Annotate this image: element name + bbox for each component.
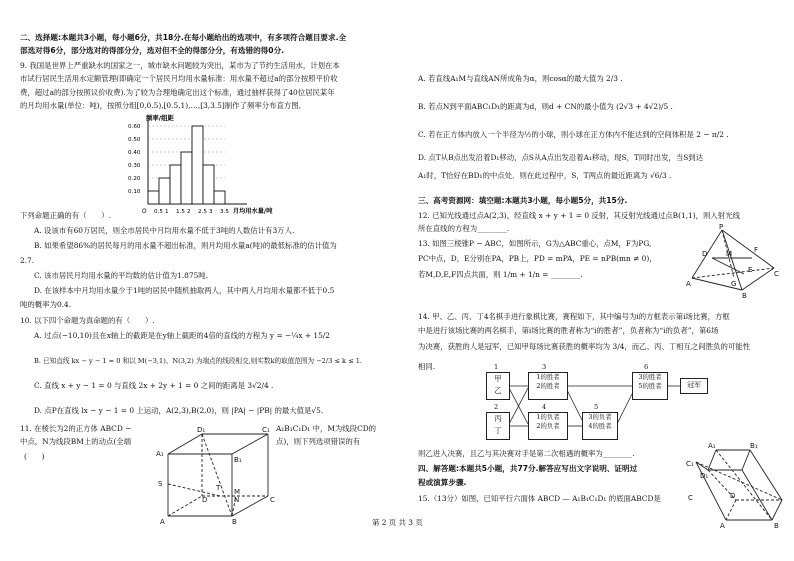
prism-label-b: B <box>774 522 779 530</box>
hist-y-label: 频率/组距 <box>146 114 174 122</box>
flow-box6-b: 5的胜者 <box>638 382 662 390</box>
q14-line3: 为决赛，获胜的人是冠军，已知甲每场比赛获胜的概率均为 3/4，而乙、丙、丁相互之间胜负的可能性 <box>418 342 751 351</box>
flow-num-2: 2 <box>494 403 499 411</box>
flow-champion-box: 冠军 <box>680 378 708 394</box>
hist-y-tick-label: 0.30 <box>128 163 141 169</box>
cube-label-a: A <box>160 518 165 526</box>
flow-num-3: 3 <box>542 363 547 371</box>
hist-bar <box>192 126 203 204</box>
q12-line1: 12. 已知光线通过点A(2,3)，经直线 x + y + 1 = 0 反射，其反射光线通过点B(1,1)，则入射光线 <box>418 211 740 220</box>
cube-label-b1: B₁ <box>234 456 242 464</box>
hist-bar <box>170 165 181 204</box>
flow-box3-a: 1的胜者 <box>536 373 560 381</box>
tournament-diagram <box>482 363 722 444</box>
q9-option-b-cont: 2.7. <box>20 256 35 265</box>
flow-box-2 <box>486 412 510 440</box>
cube-label-b: B <box>232 518 237 526</box>
flow-box-1 <box>486 372 510 400</box>
q9-line3: 费，超过a的部分按照议价收费).为了较为合理地确定出这个标准，通过抽样获得了40位居民某年 <box>20 88 335 97</box>
flow-num-6: 6 <box>644 363 649 371</box>
prism-label-c: C <box>688 494 693 502</box>
q14-line4: 相同. <box>418 362 436 371</box>
hist-x-tick-label: 1 <box>165 209 169 215</box>
flow-box6-a: 3的胜者 <box>638 373 662 381</box>
hist-x-tick-label: 1.5 <box>176 209 185 215</box>
cube-label-m: M <box>234 488 241 496</box>
q15-line1: 15.（13分）如图，已知平行六面体 ABCD — A₁B₁C₁D₁ 的底面ABCD是 <box>418 494 661 503</box>
flow-box1-a: 甲 <box>494 374 502 383</box>
tetra-label-b: B <box>742 292 747 300</box>
prism-label-a: A <box>720 522 725 530</box>
hist-y-tick-label: 0.40 <box>128 150 141 156</box>
tetra-label-g: G <box>731 280 737 288</box>
cube-label-d: D <box>202 496 208 504</box>
q9-line1: 9. 我国是世界上严重缺水的国家之一，城市缺水问题较为突出，某市为了节约生活用水，计划在本 <box>20 61 340 70</box>
prism-label-d1: D₁ <box>700 472 709 480</box>
flow-box5-b: 4的胜者 <box>588 422 612 430</box>
hist-bar <box>181 152 192 204</box>
q14-line2: 中是进行该场比赛的两名棋手，第i场比赛的胜者称为“i的胜者”，负者称为“i的负者”，第6场 <box>418 326 719 335</box>
flow-box-4 <box>528 412 568 440</box>
q10-option-c: C. 直线 x + y − 1 = 0 与直线 2x + 2y + 1 = 0 之间的距离是 3√2/4 . <box>34 381 274 390</box>
cube-label-n: N <box>234 496 240 504</box>
tetra-label-c: C <box>774 270 779 278</box>
histogram-chart <box>100 112 290 216</box>
hist-bar <box>214 191 225 204</box>
tetra-label-p: P <box>719 223 724 231</box>
prism-label-c1: C₁ <box>686 460 694 468</box>
q9-line4: 的月均用水量(单位：吨)，按照分组[0,0.5),[0.5,1),…,[3,3.5]制作了频率分布直方图, <box>20 101 302 110</box>
q10-option-b: B. 已知直线 kx − y − 1 = 0 和以 M(−3,1)、N(3,2) 为端点的线段相交,则实数k的取值范围为 −2/3 ≤ k ≤ 1. <box>34 357 363 365</box>
q9-option-c: C. 该市居民月均用水量的平均数的估计值为1.875吨. <box>34 271 209 280</box>
flow-box4-a: 1的负者 <box>536 413 560 421</box>
cube-label-c1: C₁ <box>262 426 270 434</box>
hist-y-tick-label: 0.50 <box>128 137 141 143</box>
parallelepiped-figure <box>686 440 786 530</box>
flow-num-1: 1 <box>494 363 499 371</box>
q10-option-a: A. 过点(−10,10)且在x轴上的截距是在y轴上截距的4倍的直线的方程为 y = −¼x + 15/2 <box>34 331 331 340</box>
prism-label-a1: A₁ <box>708 442 716 450</box>
q12-line2: 所在直线的方程为________. <box>418 224 510 233</box>
q10-stem: 10. 以下四个命题为真命题的有（ ）. <box>20 316 155 325</box>
section4-title-cont: 程或演算步骤. <box>418 478 467 487</box>
q10-option-d: D. 点P在直线 lx − y − 1 = 0 上运动，A(2,3),B(2,0)，则 |PA| − |PB| 的最大值是√5. <box>34 406 324 415</box>
q11-line2-b: 点)，则下列选项错误的有 <box>276 437 361 446</box>
cube-label-t: T <box>216 484 221 492</box>
q11-line3: ( ) <box>24 452 45 461</box>
flow-box-5 <box>582 412 618 440</box>
hist-x-tick-label: 2.5 <box>198 209 207 215</box>
q9-line2: 市试行居民生活用水定额管理(即确定一个居民月均用水量标准：用水量不超过a的部分按照平价收 <box>20 74 338 83</box>
q11-line1: 11. 在棱长为2的正方体 ABCD − <box>20 424 132 433</box>
cube-label-s: S <box>158 480 163 488</box>
q9-option-d: D. 在该样本中月均用水量少于1吨的居民中随机抽取两人，其中两人月均用水量都不低于0.5 <box>34 286 335 295</box>
hist-y-tick-label: 0.20 <box>128 176 141 182</box>
flow-box2-b: 丁 <box>494 426 502 435</box>
flow-box-3 <box>528 372 568 400</box>
section3-title: 三、高考资源网：填空题:本题共3小题，每小题5分，共15分. <box>418 196 628 205</box>
cube-figure <box>150 424 280 528</box>
flow-num-5: 5 <box>594 403 599 411</box>
q11-option-b: B. 若点N到平面ABC₁D₁的距离为d，则d + CN的最小值为 (2√3 + 4√2)/5 . <box>418 102 673 111</box>
q9-option-d-cont: 吨的概率为0.4. <box>20 300 72 309</box>
q9-option-b: B. 如果希望86%的居民每月的用水量不超出标准，则月均用水量a(吨)的最低标准的估计值为 <box>34 241 337 250</box>
section2-title-cont: 部选对得6分，部分选对的得部分分，选对但不全的得部分分，有选错的得0分. <box>20 46 285 55</box>
flow-box-6 <box>632 372 668 400</box>
cube-label-d1: D₁ <box>197 426 206 434</box>
cube-label-a1: A₁ <box>156 450 164 458</box>
hist-x-tick-label: 0.5 <box>154 209 163 215</box>
q14-line1: 14. 甲、乙、丙、丁4名棋手进行象棋比赛，赛程如下，其中编号为i的方框表示第i场比赛，方框 <box>418 312 730 321</box>
q9-option-a: A. 设该市有60万居民，则全市居民中月均用水量不低于3吨的人数估计有3万人. <box>34 226 295 235</box>
tetra-label-a: A <box>686 280 691 288</box>
q9-question: 下列命题正确的有（ ）. <box>20 211 112 220</box>
hist-x-tick-label: 3 <box>209 209 213 215</box>
flow-box4-b: 2的负者 <box>536 422 560 430</box>
flow-box3-b: 2的胜者 <box>536 382 560 390</box>
q11-line2: 中点，N为线段BM上的动点(全端 <box>20 437 132 446</box>
q13-line1: 13. 如图三棱锥P − ABC，如图所示，G为△ABC重心，点M，F为PG, <box>418 239 652 248</box>
tetra-label-f: F <box>754 246 759 254</box>
q13-line2: PC中点，D，E分别在PA，PB上，PD = mPA，PE = nPB(mn ≠ 0)， <box>418 254 657 263</box>
q11-option-a: A. 若直线A₁M与直线AN所成角为α，则cosα的最大值为 2/3 . <box>418 74 623 83</box>
page-number: 第 2 页 共 3 页 <box>372 518 423 527</box>
hist-y-tick-label: 0.60 <box>128 124 141 130</box>
tetra-label-d: D <box>702 250 708 258</box>
flow-box5-a: 3的负者 <box>588 413 612 421</box>
flow-box1-b: 乙 <box>494 386 502 395</box>
prism-label-d: D <box>730 492 736 500</box>
tetra-label-e: E <box>748 266 753 274</box>
cube-label-c: C <box>270 496 275 504</box>
section2-title: 二、选择题:本题共3小题，每小题6分，共18分.在每小题给出的选项中，有多项符合题目要求.全 <box>20 33 347 42</box>
hist-origin-label: O <box>142 209 147 215</box>
q14-line5: 则乙进入决赛，且乙与其决赛对手是第二次相遇的概率为________. <box>418 449 635 458</box>
hist-x-tick-label: 3.5 <box>220 209 229 215</box>
hist-y-tick-label: 0.10 <box>128 189 141 195</box>
q13-line3: 若M,D,E,F四点共面，则 1/m + 1/n = ________. <box>418 270 583 279</box>
flow-num-4: 4 <box>542 403 547 411</box>
q11-option-d-cont: A₁时，T恰好在BD₁的中点处．则在此过程中，S，T两点的最近距离为 √6/3 . <box>418 171 672 180</box>
hist-bar <box>159 178 170 204</box>
tetrahedron-figure <box>686 222 782 300</box>
tetra-label-m: M <box>726 250 733 258</box>
hist-bar <box>148 191 159 204</box>
hist-x-label: 月均用水量/吨 <box>233 208 273 215</box>
hist-bar <box>203 165 214 204</box>
prism-label-b1: B₁ <box>750 442 758 450</box>
q11-option-d: D. 点T从B点出发沿着D₁移动，点S从A点出发沿着A₁移动，现S，T同时出发，当S到达 <box>418 153 704 162</box>
hist-x-tick-label: 2 <box>187 209 191 215</box>
flow-box2-a: 丙 <box>494 414 502 423</box>
q11-option-c: C. 若在正方体内放入一个半径为½的小球，则小球在正方体内不能达到的空间体积是 2 − π/2 . <box>418 130 729 139</box>
q11-line1-b: A₁B₁C₁D₁ 中，M为线段CD的 <box>276 424 377 433</box>
section4-title: 四、解答题:本题共5小题，共77分.解答应写出文字说明、证明过 <box>418 464 638 473</box>
